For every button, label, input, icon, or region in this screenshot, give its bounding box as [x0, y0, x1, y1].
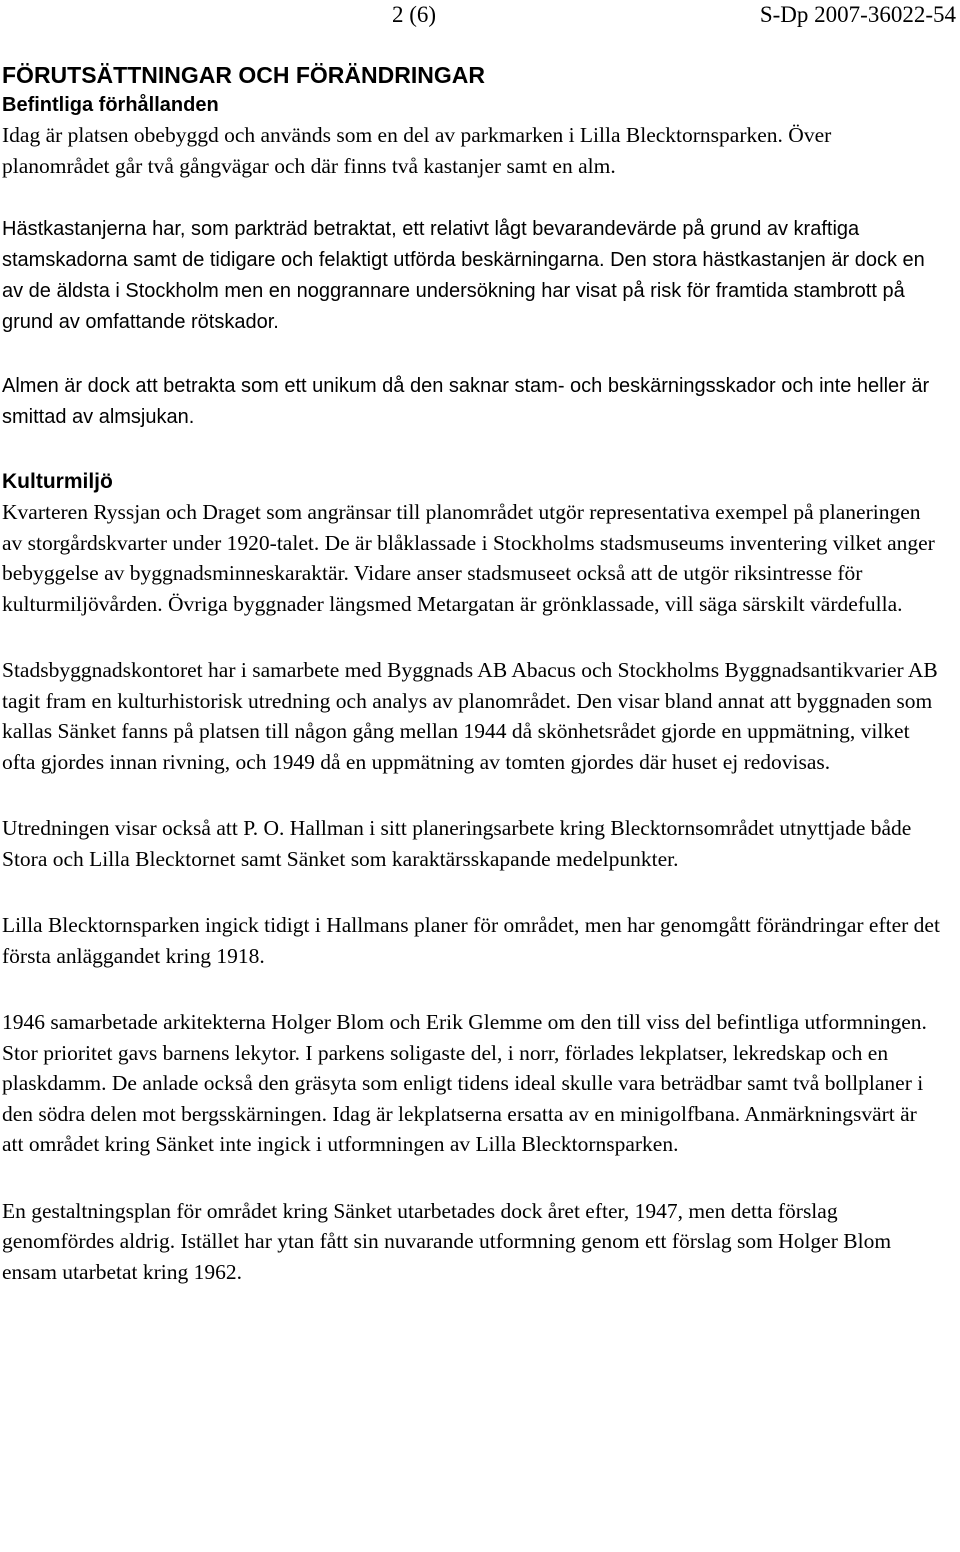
section-subtitle: Befintliga förhållanden [2, 94, 219, 116]
culture-paragraph-1: Kvarteren Ryssjan och Draget som angränsar till planområdet utgör representativa exempel på planeringen av storgårdskvarter under 1920-talet. De är blåklassade i Stockholms stadsmuseums inventering vilket anger bebyggelse av byggnadsminneskaraktär. Vidare anser stadsmuseet också att de utgör riksintresse för kulturmiljövården. Övriga byggnader längsmed Metargatan är grönklassade, vill säga särskilt värdefulla. [2, 500, 935, 616]
document-body [2, 60, 942, 1287]
trees-paragraph-1: Hästkastanjerna har, som parkträd betraktat, ett relativt lågt bevarandevärde på grund av kraftiga stamskadorna samt de tidigare och felaktigt utförda beskärningarna. Den stora hästkastanjen är dock en av de äldsta i Stockholm men en noggrannare undersökning har visat på risk för framtida stambrott på grund av omfattande rötskador. [2, 218, 925, 333]
culture-paragraph-6: En gestaltningsplan för området kring Sänket utarbetades dock året efter, 1947, men detta förslag genomfördes aldrig. Istället har ytan fått sin nuvarande utformning genom ett förslag som Holger Blom ensam utarbetat kring 1962. [2, 1198, 892, 1284]
culture-paragraph-4: Lilla Blecktornsparken ingick tidigt i Hallmans planer för området, men har genomgått förändringar efter det första anläggandet kring 1918. [2, 913, 940, 968]
trees-paragraph-2: Almen är dock att betrakta som ett unikum då den saknar stam- och beskärningsskador och inte heller är smittad av almsjukan. [2, 375, 930, 428]
culture-paragraph-3: Utredningen visar också att P. O. Hallman i sitt planeringsarbete kring Blecktornsområdet utnyttjade både Stora och Lilla Blecktornet samt Sänket som karaktärsskapande medelpunkter. [2, 816, 912, 871]
culture-paragraph-5: 1946 samarbetade arkitekterna Holger Blom och Erik Glemme om den till viss del befintliga utformningen. Stor prioritet gavs barnens lekytor. I parkens soligaste del, i norr, förlades lekplatser, lekredskap och en plaskdamm. De anlade också den gräsyta som enligt tidens ideal skulle vara beträdbar samt två bollplaner i den södra delen mot bergsskärningen. Idag är lekplatserna ersatta av en minigolfbana. Anmärkningsvärt är att området kring Sänket inte ingick i utformningen av Lilla Blecktornsparken. [2, 1010, 927, 1156]
page-header [0, 0, 960, 34]
culture-heading: Kulturmiljö [2, 470, 113, 493]
intro-paragraph: Idag är platsen obebyggd och används som en del av parkmarken i Lilla Blecktornsparken. Över planområdet går två gångvägar och där finns två kastanjer samt en alm. [2, 123, 832, 178]
document-reference: S-Dp 2007-36022-54 [759, 2, 956, 27]
page-number: 2 (6) [392, 2, 437, 27]
section-title: FÖRUTSÄTTNINGAR OCH FÖRÄNDRINGAR [2, 62, 485, 88]
culture-paragraph-2: Stadsbyggnadskontoret har i samarbete med Byggnads AB Abacus och Stockholms Byggnadsantikvarier AB tagit fram en kulturhistorisk utredning och analys av planområdet. Den visar bland annat att byggnaden som kallas Sänket fanns på platsen till någon gång mellan 1944 då skönhetsrådet gjorde en uppmätning, vilket ofta gjordes innan rivning, och 1949 då en uppmätning av tomten gjordes där huset ej redovisas. [2, 658, 938, 774]
